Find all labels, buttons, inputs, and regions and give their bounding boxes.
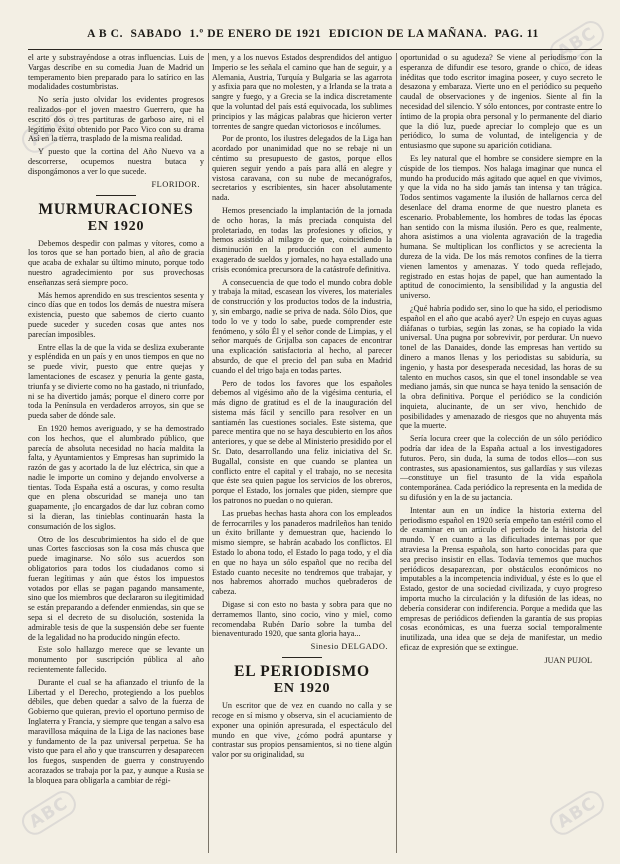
article-paragraph: Digase si con esto no basta y sobra para que no derramemos llanto, sino cocio, vino y miel, como recomendaba Rubén Darío sobre la tumba del bienaventurado 1920, que santa gloria haya... (212, 600, 392, 639)
header-date: 1.º DE ENERO DE 1921 (189, 28, 322, 40)
article-paragraph: Es ley natural que el hombre se considere siempre en la cúspide de los tiempos. Nos halaga imaginar que nunca el mundo ha producido más agitado que aquel en que vivimos, y que la vida no ha sido jamás tan intensa y tan trágica. Todos sentimos vagamente la ilusión de hallarnos cerca del desenlace del drama enorme de que nuestro planeta es escenario. Probablemente, los hombres de todas las épocas han sentido con la misma ilusión. Pero es que, realmente, ahora asistimos a una violenta agravación de la tragedia humana. Se multiplican los conflictos y se acrecienta la dureza de la vida. De los más remotos confines de la tierra vienen lamentos y amenazas. Y todo queda reflejado, registrado en estas hojas de papel, que han aumentado la aptitud de conocimiento, la sensibilidad y la angustia del universo. (400, 153, 602, 301)
article-paragraph: men, y a los nuevos Estados desprendidos del antiguo Imperio se les señala el camino que han de seguir, y a Alemania, Austria, Turquía y Bulgaria se las agarrota y asfixia para que no molesten, y a Irlanda se la trata a sangre y fuego, y a Grecia se la indica discretamente que la voluntad del país está equivocada, los sublimes principios y las mágicas palabras que hicieron verter torrentes de sangre quedan victoriosos e incólumes. (212, 53, 392, 131)
headline-line-1: MURMURACIONES (38, 200, 194, 218)
header-page-number: PAG. 11 (494, 28, 539, 40)
column-divider-1 (208, 53, 209, 853)
article-paragraph: Durante el cual se ha afianzado el triunfo de la Libertad y el Derecho, protegiendo a los pueblos débiles, que deben quedar a salvo de la fuerza de Gobierno que quieran, previo el oportuno permiso de Inglaterra y Francia, y siempre que tengan a salvo esa maravillosa máquina de la Liga de las naciones base y fundamento de la paz universal perpetua. Se ha visto que para el año y que transcurren y desaparecen los fuegos, suspenden de guerra y construyendo acorazados se trabaja por la paz, y aunque a Rusia se la bloquea para obligarla a cambiar de régi- (28, 677, 204, 785)
header-day: SABADO (130, 28, 183, 40)
article-paragraph: Más hemos aprendido en sus trescientos sesenta y cinco días que en todos los demás de nuestra mísera existencia, puesto que sabemos de cierto cuanto puede suceder y suceden cosas que antes nos parecían imposibles. (28, 290, 204, 339)
watermark-stamp-bottom-right: ABC (545, 787, 608, 840)
article-paragraph: Intentar aun en un índice la historia externa del periodismo español en 1920 sería empeño tan estéril como el de examinar en un artículo el periodo de la historia del mundo. Y en cuanto a las dificultades internas por que atraviesa la Prensa española, son harto conocidas para que sea preciso insistir en ellas. Todavía tememos que muchos periódicos desaparezcan, por obstáculos económicos no imputables a la incompetencia individual, y éste es lo que el Estado, gestor de una sociedad civilizada, y cuyo progreso importa mucho la circulación y la difusión de las ideas, no debería considerar con indiferencia. Porque a medida que las empresas de periódicos defienden la garantía de sus propias cosas económicas, es una fuerza social temporalmente inutilizada, una idea que se deja de manifestar, un medio eficaz de expresión que se extingue. (400, 505, 602, 653)
watermark-stamp-top-left: ABC (17, 105, 80, 158)
article-signature: Sinesio DELGADO. (310, 642, 388, 652)
article-paragraph: Debemos despedir con palmas y vítores, como a los toros que se han portado bien, al año de gracia que acaba de exhalar su último minuto, porque todo nuestro agradecimiento por sus provechosas enseñanzas será siempre poco. (28, 238, 204, 287)
intro-paragraph: No sería justo olvidar los evidentes progresos realizados por el joven maestro Guerrero, que ha escrito dos o tres partituras de garboso aire, ni el legítimo éxito obtenido por Paco Vico con su drama Así en la tierra, trasplado de la misma realidad. (28, 95, 204, 144)
article-paragraph: Las pruebas hechas hasta ahora con los empleados de ferrocarriles y los panaderos madrileños han tenido un éxito brillante y demuestran que, haciendo lo mismo siempre, se habrán acabado los conflictos. El Estado lo abona todo, el Estado lo paga todo, y el día en que no haya un sólo español que no reciba del Estado cuanto necesite no tendremos que trabajar, y nos habremos ahorrado muchos quebraderos de cabeza. (212, 508, 392, 597)
headline-line-2: EN 1920 (87, 218, 145, 234)
article-paragraph: Pero de todos los favores que los españoles debemos al vigésimo año de la vigésima centuria, el más digno de gratitud es el de la inauguración del sistema más fácil y sencillo para resolver en un santiamén las cuestiones sociales. Este sistema, que parece mentira que no se haya descubierto en los años anteriores, y que se debe al Ministerio presidido por el Sr. Dato, desarrollando una feliz iniciativa del Sr. Bugallal, consiste en que cuando se plantea un conflicto entre el capital y el trabajo, no se necesita que éste sea quien pague los servicios de los obreros, porque el Estado, los jornales que piden, siempre que los patronos no puedan o no quieran. (212, 378, 392, 506)
header-paper-name: A B C. (87, 28, 124, 40)
article-paragraph: En 1920 hemos averiguado, y se ha demostrado con los hechos, que el alumbrado público, que parecía de absoluta necesidad no hacía maldita la falta, y Ayuntamientos y Empresas han suprimido la razón de gas y acortado la de luz eléctrica, sin que a nadie le importe un comino y dejando envolverse a tientas. Toda España está a oscuras, y como resulta que en plena obscuridad se maneja uno tan guapamente, ¡lo encargados de dar luz cobran como si la dieran, las tinieblas continuarán hasta la consumación de los siglos. (28, 423, 204, 531)
watermark-stamp-bottom-left: ABC (17, 787, 80, 840)
column-1 (28, 53, 204, 853)
watermark-stamp-top-right: ABC (545, 17, 608, 70)
article-separator (282, 657, 322, 658)
article-paragraph: Un escritor que de vez en cuando no calla y se recoge en sí mismo y observa, sin el acuciamiento de exponer una opinión apresurada, el espectáculo del mundo en que vive, ¿cómo podrá apuntarse y contrastar sus propios pensamientos, si no tiene algún valor por su originalidad, su (212, 701, 392, 760)
article-paragraph: Sería locura creer que la colección de un sólo periódico podría dar idea de la España actual a los investigadores futuros. Pero, sin duda, la suma de todos ellos—con sus contrastes, sus apasionamientos, sus gallardías y sus vilezas—constituye un fiel trasunto de la vida española contemporánea. Cada periódico la representa en la medida de su difusión y en la de su jactancia. (400, 434, 602, 503)
article-paragraph: oportunidad o su agudeza? Se viene al periodismo con la esperanza de difundir ese tesoro, grande o chico, de ideas inéditas que todo escritor imagina poseer, y cuyo secreto le desazona y embaraza. Vierte uno en el periódico su pequeño caudal de observaciones y de ingenios. Siente al fin la necesidad del silencio. Y sólo entonces, por contraste entre lo íntimo de la propia obra personal y lo permanente del diario que la dió luz, puede apreciar lo complejo que es un periódico, lo suma de voluntad, de inteligencia y de entusiasmo que supone su aparición cotidiana. (400, 53, 602, 151)
article-separator (96, 195, 136, 196)
article-paragraph: ¿Qué habría podido ser, sino lo que ha sido, el periodismo español en el año que acabó ayer? Un espejo en cuyas aguas diáfanas o turbias, según las zonas, se ha copiado la vida universal. Una pugna por sobrevivir, por perdurar. Un nuevo tonel de las Danaides, donde las empresas han vertido su dinero a manos llenas y los periodistas su sabiduría, su ingenio, y hasta por desesperada necesidad, las horas de su talento en muchos casos, sin que el tonel insondable se vea mediano jamás, sin que nunca se haya tenido la sensación de la obra definitiva. Porque el periódico se la condición inquieta, alucinante, de un ser vivo, henchido de posibilidades y amenazado de riesgos que no ahuyenta más que la muerte. (400, 303, 602, 431)
article-paragraph: Este solo hallazgo merece que se levante un monumento por suscripción pública al año recientemente fallecido. (28, 645, 204, 675)
article-signature: JUAN PUJOL (544, 655, 592, 665)
headline-line-1: EL PERIODISMO (234, 663, 370, 681)
header-rule (28, 49, 602, 50)
intro-paragraph: Y puesto que la cortina del Año Nuevo va a descorrerse, ocupemos nuestra butaca y dispongámonos a ver lo que sucede. (28, 147, 204, 176)
article-paragraph: Hemos presenciado la implantación de la jornada de ocho horas, la más preciada conquista del proletariado, en todas las profesiones y oficios, y hemos asistido al milagro de que, coincidiendo la disminución en la producción con el aumento exagerado de sueldos y jornales, no haya estallado una crisis económica precursora de la catástrofe definitiva. (212, 205, 392, 274)
article-paragraph: A consecuencia de que todo el mundo cobra doble y trabaja la mitad, escasean los víveres, los materiales de construcción y los productos todos de la industria, y, sin embargo, nadie se priva de nada. Sólo Dios, que todo lo ve y todo lo sabe, puede comprender este fenómeno, y sólo Él y el señor conde de Limpias, y el señor marqués de Grijalba son capaces de encontrar una explicación satisfactoria al hecho, al parecer absurdo, de que el precio del pan suba en Madrid cuando el del trigo baja en todas partes. (212, 277, 392, 375)
column-2 (212, 53, 392, 853)
article-headline-periodismo (212, 663, 392, 697)
article-paragraph: Entre ellas la de que la vida se desliza exuberante y espléndida en un país y en unos tiempos en que no se puede vivir, puesto que entre quejas y lamentaciones de escasez y penuria la gente gasta, triunfa y se divierte como no ha gastado, ni triunfado, ni se ha divertido jamás; porque el dinero corre por toda la Península en verdaderos arroyos, sin que se pueda saber de dónde sale. (28, 342, 204, 421)
intro-paragraph: el arte y substrayéndose a otras influencias. Luis de Vargas describe en su comedia Juan de Madrid un temperamento bien preparado para lo satírico en las modalidades costumbristas. (28, 53, 204, 92)
headline-line-2: EN 1920 (273, 681, 331, 697)
header-edition: EDICION DE LA MAÑANA. (328, 28, 488, 40)
article-paragraph: Otro de los descubrimientos ha sido el de que unas Cortes fascciosas son la cosa más chusca que puede imaginarse. No sólo sus acuerdos son obligatorios para todos los ciudadanos como si fueran legítimas y aún que éstos los impuestos votados por ellas se pagan pagando mansamente, sino que los miembros que declararon su ilegitimidad se están preparando a defender enmiendas, sin que se sepa si el decreto de su disolución, sostenida la admirable tesis de que la suspensión debe ser fuente de la legalidad no ha producido ningún efecto. (28, 534, 204, 642)
column-3 (400, 53, 602, 853)
page-header (28, 28, 602, 46)
column-divider-2 (396, 53, 397, 853)
article-headline-murmuraciones (28, 201, 204, 235)
intro-signature: FLORIDOR. (151, 179, 200, 189)
article-paragraph: Por de pronto, los ilustres delegados de la Liga han acordado por unanimidad que no se rebaje ni un céntimo su presupuesto de gastos, porque ellos quieren seguir yendo a país para allá en alegre y vistosa caravana, con su nube de mecanógrafos, secretarios y escribientes, sin hacer absolutamente nada. (212, 134, 392, 203)
